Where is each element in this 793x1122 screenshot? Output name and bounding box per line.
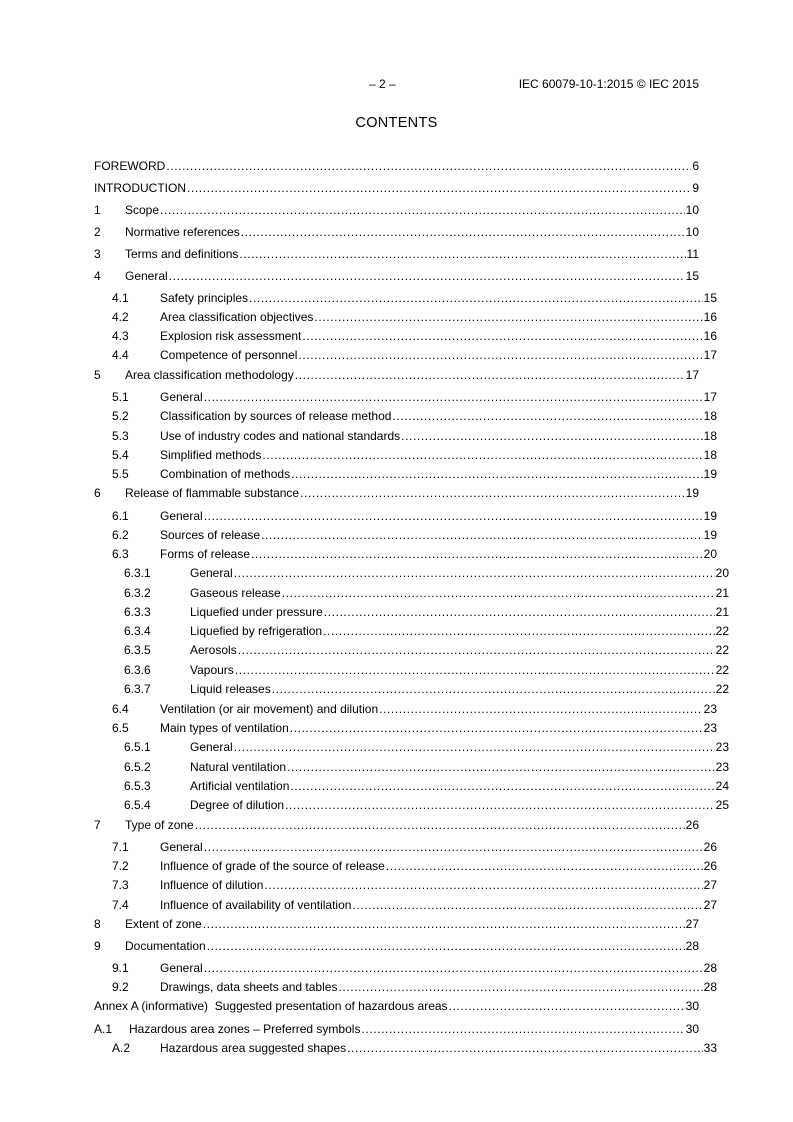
toc-entry-label: Liquefied by refrigeration	[190, 624, 323, 638]
toc-entry-label: General	[190, 740, 233, 754]
toc-entry-page: 21	[715, 586, 729, 600]
toc-leader-dots	[234, 739, 715, 755]
toc-entry-page: 16	[703, 310, 717, 324]
toc-entry-2[interactable]	[94, 224, 699, 240]
toc-leader-dots	[302, 328, 702, 344]
toc-leader-dots	[249, 290, 703, 306]
toc-entry-number: 7.4	[112, 898, 129, 912]
toc-leader-dots	[361, 1021, 684, 1037]
toc-entry-5-4[interactable]	[94, 447, 717, 463]
toc-leader-dots	[272, 681, 715, 697]
toc-entry-number: 6.3.4	[124, 624, 151, 638]
toc-entry-number: 6.5	[112, 721, 129, 735]
toc-leader-dots	[238, 642, 715, 658]
toc-entry-introduction[interactable]	[94, 180, 699, 196]
toc-entry-number: 2	[94, 225, 101, 239]
toc-leader-dots	[235, 662, 715, 678]
toc-leader-dots	[166, 158, 691, 174]
toc-entry-page: 23	[703, 721, 717, 735]
toc-entry-page: 17	[703, 390, 717, 404]
toc-leader-dots	[298, 347, 702, 363]
toc-leader-dots	[338, 979, 702, 995]
toc-entry-4[interactable]	[94, 268, 699, 284]
toc-entry-number: 5.1	[112, 390, 129, 404]
toc-leader-dots	[379, 701, 703, 717]
toc-entry-label: Artificial ventilation	[190, 779, 290, 793]
toc-entry-a-2[interactable]	[94, 1040, 717, 1056]
toc-entry-label: Drawings, data sheets and tables	[160, 980, 338, 994]
toc-leader-dots	[251, 546, 703, 562]
toc-entry-label: Influence of dilution	[160, 878, 264, 892]
toc-entry-foreword[interactable]	[94, 158, 699, 174]
toc-entry-number: 5.2	[112, 409, 129, 423]
toc-entry-number: 4	[94, 269, 101, 283]
toc-entry-page: 15	[685, 269, 699, 283]
toc-leader-dots	[241, 224, 685, 240]
toc-entry-number: 6.3.3	[124, 605, 151, 619]
toc-entry-page: 27	[685, 917, 699, 931]
toc-entry-number: 6.4	[112, 702, 129, 716]
toc-leader-dots	[169, 268, 685, 284]
toc-entry-label: General	[160, 509, 203, 523]
toc-entry-number: 6.5.2	[124, 760, 151, 774]
toc-entry-5-5[interactable]	[94, 466, 717, 482]
toc-entry-page: 19	[703, 467, 717, 481]
toc-entry-5-1[interactable]	[94, 389, 717, 405]
toc-entry-number: 9.1	[112, 961, 129, 975]
toc-leader-dots	[314, 309, 702, 325]
toc-entry-page: 23	[715, 740, 729, 754]
toc-entry-6-5-1[interactable]	[94, 739, 729, 755]
toc-entry-label: Hazardous area suggested shapes	[160, 1041, 347, 1055]
toc-entry-number: 7	[94, 818, 101, 832]
toc-entry-page: 22	[715, 682, 729, 696]
toc-entry-8[interactable]	[94, 916, 699, 932]
toc-leader-dots	[160, 202, 685, 218]
toc-entry-number: 6.5.1	[124, 740, 151, 754]
toc-entry-9[interactable]	[94, 938, 699, 954]
toc-leader-dots	[204, 508, 703, 524]
toc-entry-page: 27	[703, 878, 717, 892]
toc-leader-dots	[204, 389, 703, 405]
toc-entry-label: General	[160, 840, 203, 854]
toc-entry-number: 6.1	[112, 509, 129, 523]
toc-entry-label: Terms and definitions	[125, 247, 239, 261]
toc-entry-number: 5.3	[112, 429, 129, 443]
toc-entry-9-1[interactable]	[94, 960, 717, 976]
toc-entry-label: Release of flammable substance	[125, 486, 300, 500]
toc-leader-dots	[386, 858, 703, 874]
toc-entry-6-3-3[interactable]	[94, 604, 729, 620]
toc-entry-label: Liquefied under pressure	[190, 605, 323, 619]
toc-entry-7-4[interactable]	[94, 897, 717, 913]
toc-entry-7[interactable]	[94, 817, 699, 833]
toc-entry-number: 6.3.7	[124, 682, 151, 696]
toc-entry-6-3[interactable]	[94, 546, 717, 562]
document-id: IEC 60079-10-1:2015 © IEC 2015	[518, 77, 699, 91]
page-number: – 2 –	[369, 77, 396, 91]
toc-entry-page: 30	[685, 1022, 699, 1036]
toc-entry-6[interactable]	[94, 485, 699, 501]
toc-entry-number: 6.3.2	[124, 586, 151, 600]
toc-entry-page: 25	[715, 798, 729, 812]
toc-entry-page: 19	[685, 486, 699, 500]
toc-entry-page: 21	[715, 605, 729, 619]
toc-entry-4-1[interactable]	[94, 290, 717, 306]
toc-entry-page: 18	[703, 409, 717, 423]
toc-entry-number: 1	[94, 203, 101, 217]
toc-entry-number: 3	[94, 247, 101, 261]
toc-entry-page: 20	[715, 566, 729, 580]
toc-leader-dots	[347, 1040, 703, 1056]
toc-leader-dots	[204, 839, 703, 855]
toc-entry-label: Degree of dilution	[190, 798, 285, 812]
toc-entry-4-4[interactable]	[94, 347, 717, 363]
toc-entry-number: 6.3	[112, 547, 129, 561]
toc-entry-5[interactable]	[94, 367, 699, 383]
toc-entry-number: 6.3.1	[124, 566, 151, 580]
toc-entry-page: 26	[685, 818, 699, 832]
toc-entry-number: 9	[94, 939, 101, 953]
toc-leader-dots	[449, 998, 685, 1014]
toc-entry-annex-a[interactable]	[94, 998, 699, 1014]
toc-entry-page: 26	[703, 859, 717, 873]
toc-entry-label: Influence of grade of the source of release	[160, 859, 385, 873]
toc-entry-page: 9	[692, 181, 699, 195]
toc-entry-number: 6.5.3	[124, 779, 151, 793]
toc-entry-label: Extent of zone	[125, 917, 202, 931]
toc-entry-page: 30	[685, 999, 699, 1013]
toc-entry-number: 7.1	[112, 840, 129, 854]
toc-leader-dots	[300, 485, 685, 501]
toc-entry-label: Gaseous release	[190, 586, 281, 600]
toc-leader-dots	[290, 778, 714, 794]
toc-entry-7-3[interactable]	[94, 877, 717, 893]
toc-entry-number: A.1	[94, 1022, 113, 1036]
page-title: CONTENTS	[355, 115, 438, 131]
toc-entry-page: 6	[692, 159, 699, 173]
toc-entry-page: 28	[703, 980, 717, 994]
toc-entry-page: 28	[685, 939, 699, 953]
toc-entry-label: Normative references	[125, 225, 240, 239]
toc-leader-dots	[287, 759, 715, 775]
toc-leader-dots	[195, 817, 685, 833]
toc-leader-dots	[261, 527, 703, 543]
toc-entry-label: Scope	[125, 203, 160, 217]
toc-entry-6-3-6[interactable]	[94, 662, 729, 678]
toc-leader-dots	[262, 447, 702, 463]
toc-entry-number: 6.5.4	[124, 798, 151, 812]
toc-leader-dots	[239, 246, 685, 262]
toc-entry-label: Classification by sources of release method	[160, 409, 392, 423]
toc-entry-page: 28	[703, 961, 717, 975]
toc-entry-9-2[interactable]	[94, 979, 717, 995]
toc-entry-page: 23	[715, 760, 729, 774]
toc-entry-page: 26	[703, 840, 717, 854]
toc-entry-label: General	[160, 961, 203, 975]
toc-leader-dots	[203, 916, 685, 932]
toc-entry-6-3-7[interactable]	[94, 681, 729, 697]
toc-entry-number: 6.2	[112, 528, 129, 542]
toc-entry-label: Sources of release	[160, 528, 261, 542]
toc-entry-page: 27	[703, 898, 717, 912]
toc-entry-number: 5.5	[112, 467, 129, 481]
toc-entry-label: General	[190, 566, 233, 580]
toc-entry-page: 23	[703, 702, 717, 716]
toc-entry-label: Forms of release	[160, 547, 251, 561]
toc-entry-3[interactable]	[94, 246, 699, 262]
toc-leader-dots	[352, 897, 702, 913]
toc-entry-label: Liquid releases	[190, 682, 271, 696]
toc-entry-6-2[interactable]	[94, 527, 717, 543]
toc-entry-number: 4.1	[112, 291, 129, 305]
toc-entry-page: 18	[703, 448, 717, 462]
toc-entry-page: 22	[715, 624, 729, 638]
toc-leader-dots	[401, 428, 702, 444]
toc-entry-4-3[interactable]	[94, 328, 717, 344]
toc-entry-label: Natural ventilation	[190, 760, 287, 774]
toc-entry-6-1[interactable]	[94, 508, 717, 524]
toc-entry-page: 17	[685, 368, 699, 382]
toc-entry-number: A.2	[112, 1041, 131, 1055]
toc-leader-dots	[285, 797, 715, 813]
toc-leader-dots	[207, 938, 685, 954]
toc-leader-dots	[295, 367, 685, 383]
toc-entry-5-3[interactable]	[94, 428, 717, 444]
toc-entry-label: Annex A (informative) Suggested presentation of hazardous areas	[94, 999, 448, 1013]
toc-entry-label: FOREWORD	[94, 159, 166, 173]
toc-entry-label: Safety principles	[160, 291, 249, 305]
toc-entry-page: 33	[703, 1041, 717, 1055]
toc-entry-page: 10	[685, 225, 699, 239]
page-header	[94, 76, 699, 92]
toc-entry-label: Area classification objectives	[160, 310, 314, 324]
toc-entry-6-5-2[interactable]	[94, 759, 729, 775]
toc-entry-number: 6.3.5	[124, 643, 151, 657]
toc-entry-page: 19	[703, 509, 717, 523]
toc-entry-a-1[interactable]	[94, 1021, 699, 1037]
toc-entry-6-3-4[interactable]	[94, 623, 729, 639]
toc-entry-label: Use of industry codes and national standards	[160, 429, 401, 443]
toc-entry-page: 22	[715, 643, 729, 657]
toc-entry-7-2[interactable]	[94, 858, 717, 874]
toc-entry-page: 18	[703, 429, 717, 443]
toc-entry-page: 24	[715, 779, 729, 793]
toc-entry-label: Combination of methods	[160, 467, 291, 481]
toc-entry-label: Explosion risk assessment	[160, 329, 302, 343]
toc-entry-label: Main types of ventilation	[160, 721, 289, 735]
toc-entry-number: 8	[94, 917, 101, 931]
toc-entry-5-2[interactable]	[94, 408, 717, 424]
toc-entry-page: 16	[703, 329, 717, 343]
toc-entry-page: 17	[703, 348, 717, 362]
toc-entry-6-3-5[interactable]	[94, 642, 729, 658]
toc-leader-dots	[291, 466, 703, 482]
toc-entry-6-3-1[interactable]	[94, 565, 729, 581]
toc-entry-6-5[interactable]	[94, 720, 717, 736]
toc-entry-label: General	[160, 390, 203, 404]
toc-leader-dots	[392, 408, 702, 424]
toc-leader-dots	[204, 960, 703, 976]
toc-entry-number: 4.4	[112, 348, 129, 362]
toc-entry-7-1[interactable]	[94, 839, 717, 855]
toc-entry-page: 10	[685, 203, 699, 217]
toc-entry-page: 22	[715, 663, 729, 677]
toc-entry-1[interactable]	[94, 202, 699, 218]
toc-entry-page: 15	[703, 291, 717, 305]
toc-entry-6-4[interactable]	[94, 701, 717, 717]
toc-entry-label: Vapours	[190, 663, 234, 677]
toc-leader-dots	[282, 585, 715, 601]
toc-entry-6-3-2[interactable]	[94, 585, 729, 601]
toc-entry-6-5-4[interactable]	[94, 797, 729, 813]
toc-entry-number: 9.2	[112, 980, 129, 994]
toc-entry-page: 11	[686, 247, 699, 261]
toc-leader-dots	[324, 604, 715, 620]
toc-leader-dots	[187, 180, 691, 196]
toc-entry-label: Influence of availability of ventilation	[160, 898, 352, 912]
toc-entry-6-5-3[interactable]	[94, 778, 729, 794]
toc-leader-dots	[290, 720, 703, 736]
toc-entry-page: 20	[703, 547, 717, 561]
toc-entry-label: Type of zone	[125, 818, 194, 832]
toc-leader-dots	[264, 877, 702, 893]
toc-entry-label: Simplified methods	[160, 448, 262, 462]
toc-entry-number: 5.4	[112, 448, 129, 462]
toc-entry-label: Aerosols	[190, 643, 237, 657]
toc-entry-label: Area classification methodology	[125, 368, 294, 382]
toc-entry-label: Documentation	[125, 939, 206, 953]
toc-entry-page: 19	[703, 528, 717, 542]
toc-entry-label: Hazardous area zones – Preferred symbols	[129, 1022, 361, 1036]
toc-leader-dots	[234, 565, 715, 581]
toc-entry-4-2[interactable]	[94, 309, 717, 325]
toc-leader-dots	[323, 623, 715, 639]
toc-entry-label: INTRODUCTION	[94, 181, 186, 195]
toc-entry-label: Ventilation (or air movement) and dilution	[160, 702, 379, 716]
toc-entry-label: Competence of personnel	[160, 348, 298, 362]
toc-entry-number: 5	[94, 368, 101, 382]
toc-entry-number: 6.3.6	[124, 663, 151, 677]
toc-entry-label: General	[125, 269, 168, 283]
toc-entry-number: 7.3	[112, 878, 129, 892]
toc-entry-number: 4.3	[112, 329, 129, 343]
toc-entry-number: 6	[94, 486, 101, 500]
toc-entry-number: 4.2	[112, 310, 129, 324]
toc-entry-number: 7.2	[112, 859, 129, 873]
